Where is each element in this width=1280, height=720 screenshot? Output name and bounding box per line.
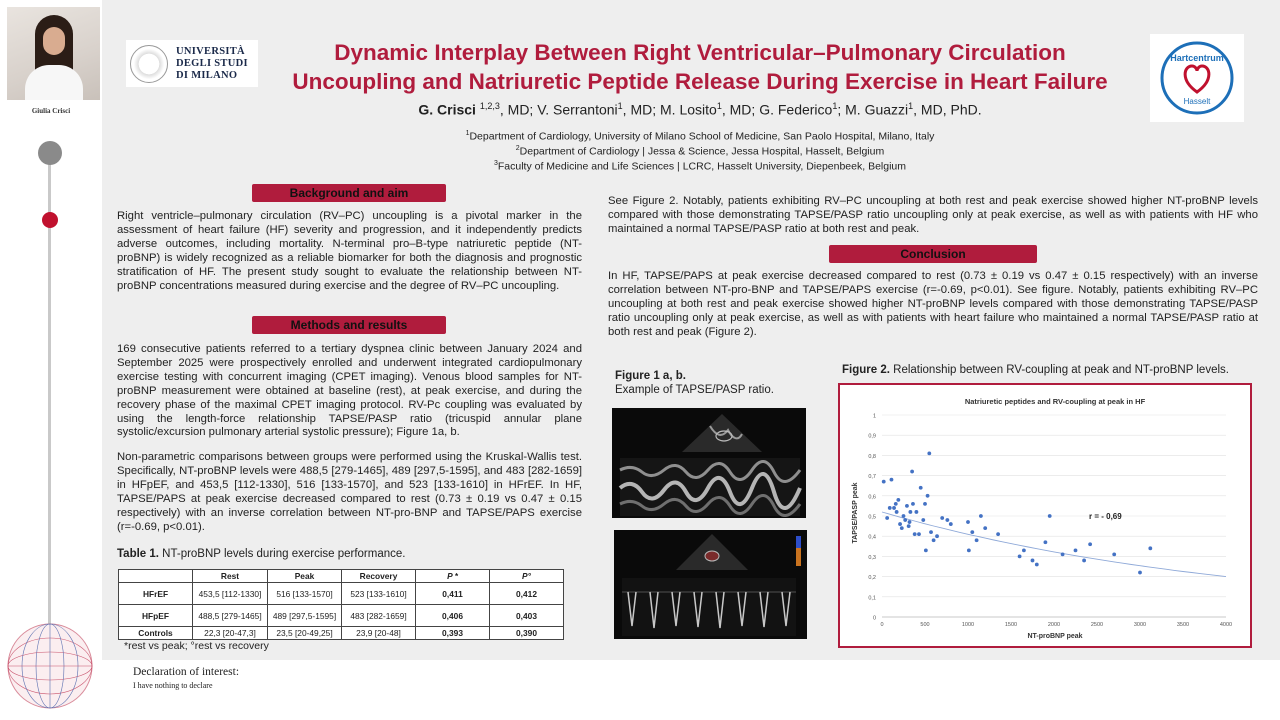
data-point — [892, 506, 896, 510]
table-cell: 0,411 — [416, 583, 490, 605]
x-tick-label: 2500 — [1090, 622, 1104, 628]
data-point — [1061, 552, 1065, 556]
speaker-photo — [7, 7, 100, 100]
data-point — [1018, 555, 1022, 559]
figure-2-chart-frame — [838, 383, 1252, 648]
author-5-affiliation: 1 — [908, 101, 914, 111]
data-point — [970, 530, 974, 534]
data-point — [917, 532, 921, 536]
declaration-box — [102, 660, 1280, 720]
data-point — [895, 510, 899, 514]
data-point — [1074, 548, 1078, 552]
echo-image-a — [612, 408, 806, 518]
x-tick-label: 4000 — [1219, 622, 1233, 628]
author-3-affiliation: 1 — [716, 101, 722, 111]
y-tick-label: 0 — [872, 615, 876, 622]
table-cell: 523 [133-1610] — [342, 583, 416, 605]
data-point — [913, 532, 917, 536]
table-cell: 488,5 [279-1465] — [193, 605, 268, 627]
data-point — [919, 486, 923, 490]
table-row — [119, 605, 564, 627]
table-cell: 489 [297,5-1595] — [268, 605, 342, 627]
affiliation-3: $^3$Faculty of Medicine and Life Sciences | LCRC, Hasselt University, Diepenbeek, Belgium — [493, 160, 907, 173]
table-cell: 0,412 — [490, 583, 564, 605]
table-header: Peak — [268, 570, 342, 583]
table-caption: Table 1. NT-proBNP levels during exercise performance. — [117, 548, 406, 560]
data-point — [979, 514, 983, 518]
data-point — [882, 480, 886, 484]
x-tick-label: 1500 — [1004, 622, 1018, 628]
author-5-degree: , MD, PhD. — [913, 101, 982, 118]
table-cell: 516 [133-1570] — [268, 583, 342, 605]
data-point — [927, 451, 931, 455]
methods-text-2: Non-parametric comparisons between groups were performed using the Kruskal-Wallis test. Specifically, NT-proBNP levels were 488,5 [279-1465], 489 [297,5-1595], and 483 [282-1659] in HFpEF, and 453,5 [112-1330], 516 [133-1570], and 523 [133-1610] in HFrEF. In HF, TAPSE/PAPS at peak exercise decreased compared to rest (0.73 ± 0.19 vs 0.47 ± 0.15 respectively) with an inverse correlation between NT-pro-BNP and TAPSE/PAPS exercise (r=-0.69, p<0.01). — [117, 451, 582, 533]
data-point — [926, 494, 930, 498]
speaker-rail — [0, 0, 102, 720]
data-point — [924, 548, 928, 552]
data-point — [902, 514, 906, 518]
x-axis-label: NT-proBNP peak — [1027, 633, 1083, 640]
data-point — [907, 524, 911, 528]
title-line-2: Uncoupling and Natriuretic Peptide Release During Exercise in Heart Failure — [292, 69, 1108, 94]
figure-2-caption — [842, 364, 1262, 376]
figure-1-text: Example of TAPSE/PASP ratio. — [615, 384, 774, 396]
data-point — [996, 532, 1000, 536]
affiliation-2: $^2$Department of Cardiology | Jessa & Science, Jessa Hospital, Hasselt, Belgium — [515, 145, 885, 158]
results-continued-text: See Figure 2. Notably, patients exhibiting RV–PC uncoupling at both rest and peak exercise showed higher NT-proBNP levels compared with those demonstrating TAPSE/PASP ratio uncoupling only at peak exercise, as well as with patients with HF who maintained a normal TAPSE/PASP ratio at both rest and peak. — [608, 195, 1258, 235]
table-cell: 22,3 [20-47,3] — [193, 627, 268, 640]
declaration-title: Declaration of interest: — [133, 666, 240, 678]
data-point — [1138, 571, 1142, 575]
methods-text-1: 169 consecutive patients referred to a tertiary dyspnea clinic between January 2024 and September 2025 were prospectively enrolled and underwent integrated cardiopulmonary exercise testing with concurrent imaging (CPET imaging). Venous blood samples for NT-proBNP measurement were obtained at baseline (rest), at peak exercise, and during the recovery phase of the maximal CPET imaging protocol. RV-Pc coupling was evaluated by using the length-force relationship TAPSE/PASP ratio (tricuspid annular plane systolic/excursion pulmonary arterial systolic pressure); Figure 1a, b. — [117, 343, 582, 439]
speaker-name: Giulia Crisci — [31, 107, 71, 115]
data-point — [900, 526, 904, 530]
author-2-name: V. Serrantoni — [537, 101, 618, 118]
author-1-name: G. Crisci — [418, 101, 476, 118]
table-row — [119, 627, 564, 640]
data-point — [1044, 540, 1048, 544]
author-1-degree: , MD; — [499, 101, 538, 118]
author-4-name: G. Federico — [759, 101, 833, 118]
correlation-annotation: r = - 0,69 — [1089, 512, 1122, 521]
hartcentrum-logo — [1150, 34, 1244, 122]
table-header: P° — [490, 570, 564, 583]
y-tick-label: 0,9 — [868, 433, 876, 440]
ntprobnp-table — [118, 569, 564, 640]
table-footnote: *rest vs peak; °rest vs recovery — [124, 640, 269, 652]
figure-1-label: Figure 1 a, b. — [615, 370, 686, 382]
author-2-affiliation: 1 — [617, 101, 623, 111]
affiliation-1: $^1$Department of Cardiology, University of Milano School of Medicine, San Paolo Hospital, Milano, Italy — [465, 130, 935, 143]
table-cell: 23,5 [20-49,25] — [268, 627, 342, 640]
data-point — [1031, 559, 1035, 563]
data-point — [932, 538, 936, 542]
table-cell: HFpEF — [119, 605, 193, 627]
hasselt-logo-text: Hasselt — [1183, 97, 1211, 106]
table-cell: 0,390 — [490, 627, 564, 640]
data-point — [898, 522, 902, 526]
y-tick-label: 1 — [872, 413, 876, 420]
conclusion-text: In HF, TAPSE/PAPS at peak exercise decreased compared to rest (0.73 ± 0.19 vs 0.47 ± 0.15 respectively) with an inverse correlation between NT-pro-BNP and TAPSE/PAPS exercise (r=-0.69, p<0.01). See figure. Notably, patients exhibiting RV–PC uncoupling at both rest and peak exercise showed higher NT-proBNP levels compared with those demonstrating TAPSE/PASP ratio uncoupling only at peak exercise, as well as with patients with heart failure who maintained a normal TAPSE/PASP ratio at both rest and peak (Figure 2). — [608, 270, 1258, 338]
data-point — [966, 520, 970, 524]
data-point — [908, 520, 912, 524]
data-point — [949, 522, 953, 526]
author-5-name: M. Guazzi — [845, 101, 909, 118]
network-globe-graphic — [6, 622, 94, 710]
data-point — [1035, 563, 1039, 567]
data-point — [888, 506, 892, 510]
y-tick-label: 0,6 — [868, 494, 876, 501]
y-tick-label: 0,7 — [868, 474, 876, 481]
timeline-dot-previous[interactable] — [38, 141, 62, 165]
table-cell: Controls — [119, 627, 193, 640]
table-header — [119, 570, 193, 583]
table-cell: 0,406 — [416, 605, 490, 627]
university-logo-text: UNIVERSITÀ DEGLI STUDI DI MILANO — [176, 45, 248, 81]
x-tick-label: 2000 — [1047, 622, 1061, 628]
data-point — [1148, 546, 1152, 550]
y-tick-label: 0,5 — [868, 514, 876, 521]
author-4-affiliation: 1 — [832, 101, 838, 111]
table-cell: 483 [282-1659] — [342, 605, 416, 627]
data-point — [890, 478, 894, 482]
data-point — [940, 516, 944, 520]
y-tick-label: 0,2 — [868, 575, 876, 582]
data-point — [910, 470, 914, 474]
background-heading: Background and aim — [252, 184, 446, 202]
author-1-affiliation: 1,2,3 — [479, 101, 500, 111]
table-cell: 23,9 [20-48] — [342, 627, 416, 640]
data-point — [967, 548, 971, 552]
table-cell: HFrEF — [119, 583, 193, 605]
university-seal-icon — [130, 45, 168, 83]
author-list — [262, 101, 1138, 118]
methods-heading: Methods and results — [252, 316, 446, 334]
figure-1-caption — [615, 369, 815, 397]
table-header: P * — [416, 570, 490, 583]
data-point — [1022, 548, 1026, 552]
table-cell: 0,393 — [416, 627, 490, 640]
data-point — [911, 502, 915, 506]
table-header-row — [119, 570, 564, 583]
table-cell: 453,5 [112-1330] — [193, 583, 268, 605]
echo-image-b — [614, 530, 807, 639]
title-line-1: Dynamic Interplay Between Right Ventricular–Pulmonary Circulation — [334, 40, 1066, 65]
y-tick-label: 0,3 — [868, 554, 876, 561]
data-point — [915, 510, 919, 514]
y-tick-label: 0,8 — [868, 453, 876, 460]
hartcentrum-logo-text: Hartcentrum — [1170, 53, 1224, 63]
x-tick-label: 500 — [920, 622, 930, 628]
x-tick-label: 0 — [880, 622, 884, 628]
author-3-name: M. Losito — [660, 101, 717, 118]
author-4-degree: ; — [837, 101, 846, 118]
table-header: Recovery — [342, 570, 416, 583]
data-point — [1088, 542, 1092, 546]
background-text: Right ventricle–pulmonary circulation (RV–PC) uncoupling is a pivotal marker in the assessment of heart failure (HF) severity and progression, and it independently predicts adverse outcomes, including mortality. N-terminal pro–B-type natriuretic peptide (NT-proBNP) is widely recognized as a reliable biomarker for both the diagnosis and prognostic stratification of HF. The present study sought to evaluate the relationship between NT-proBNP concentrations measured during exercise and the degree of RV–PC uncoupling. — [117, 210, 582, 292]
figure-2-text: Relationship between RV-coupling at peak and NT-proBNP levels. — [889, 364, 1229, 376]
data-point — [908, 510, 912, 514]
poster-title — [262, 38, 1138, 96]
author-2-degree: , MD; — [622, 101, 661, 118]
data-point — [896, 498, 900, 502]
y-axis-label: TAPSE/PASP peak — [852, 482, 859, 544]
university-logo — [126, 40, 258, 87]
y-tick-label: 0,4 — [868, 534, 876, 541]
data-point — [1048, 514, 1052, 518]
author-3-degree: , MD; — [721, 101, 760, 118]
data-point — [905, 504, 909, 508]
x-tick-label: 1000 — [961, 622, 975, 628]
scatter-chart — [840, 385, 1250, 646]
data-point — [929, 530, 933, 534]
data-point — [945, 518, 949, 522]
data-point — [1112, 552, 1116, 556]
data-point — [975, 538, 979, 542]
timeline-dot-current[interactable] — [42, 212, 58, 228]
data-point — [935, 534, 939, 538]
figure-2-label: Figure 2. — [842, 364, 890, 376]
chart-title: Natriuretic peptides and RV-coupling at peak in HF — [964, 397, 1146, 406]
data-point — [903, 518, 907, 522]
table-header: Rest — [193, 570, 268, 583]
data-point — [885, 516, 889, 520]
data-point — [923, 502, 927, 506]
y-tick-label: 0,1 — [868, 595, 876, 602]
data-point — [921, 518, 925, 522]
data-point — [983, 526, 987, 530]
trend-line — [882, 512, 1226, 577]
table-cell: 0,403 — [490, 605, 564, 627]
x-tick-label: 3000 — [1133, 622, 1147, 628]
poster — [102, 0, 1280, 720]
x-tick-label: 3500 — [1176, 622, 1190, 628]
conclusion-heading: Conclusion — [829, 245, 1037, 263]
declaration-text: I have nothing to declare — [133, 681, 213, 690]
timeline-line — [48, 160, 51, 630]
table-row — [119, 583, 564, 605]
data-point — [1082, 559, 1086, 563]
data-point — [894, 502, 898, 506]
